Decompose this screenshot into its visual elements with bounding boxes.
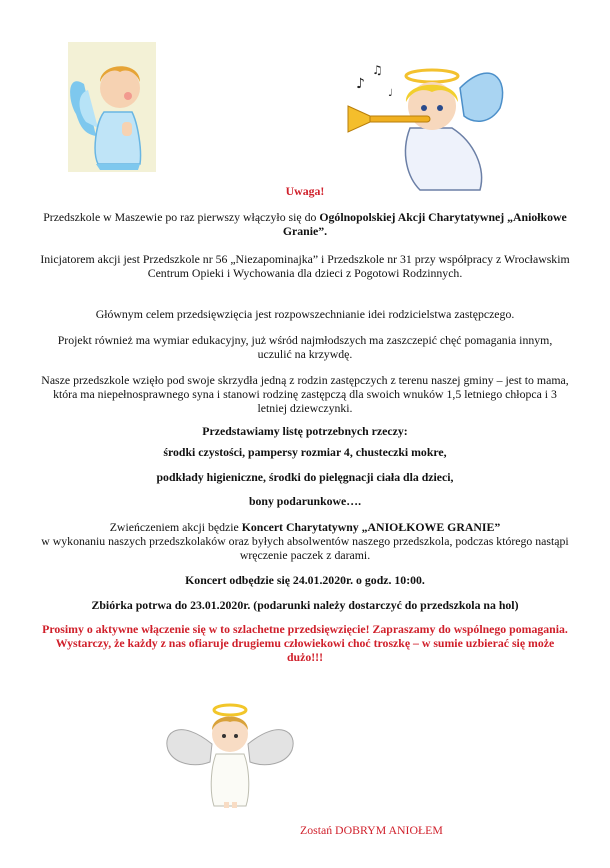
concert-date: Koncert odbędzie się 24.01.2020r. o godz. 10:00. bbox=[185, 573, 425, 587]
needs-list-item: środki czystości, pampersy rozmiar 4, chusteczki mokre, bbox=[163, 445, 447, 459]
svg-text:♪: ♪ bbox=[356, 76, 365, 92]
goal-paragraph: Głównym celem przedsięwzięcia jest rozpowszechnianie idei rodzicielstwa zastępczego. bbox=[95, 307, 515, 321]
svg-text:♩: ♩ bbox=[388, 88, 393, 99]
concert-paragraph bbox=[40, 520, 570, 562]
collection-deadline: Zbiórka potrwa do 23.01.2020r. (podarunki należy dostarczyć do przedszkola na hol) bbox=[91, 598, 519, 612]
halo-angel-illustration bbox=[160, 698, 300, 810]
family-paragraph: Nasze przedszkole wzięło pod swoje skrzydła jedną z rodzin zastępczych z terenu naszej gminy – jest to mama, która ma niepełnosprawnego syna i stanowi rodzinę zastępczą dla swoich wnuków 1,5 letniego chłopca i 3 letniej dziewczynki. bbox=[41, 373, 569, 415]
warning-heading: Uwaga! bbox=[285, 184, 325, 198]
needs-list-heading: Przedstawiamy listę potrzebnych rzeczy: bbox=[202, 424, 408, 438]
call-to-action: Prosimy o aktywne włączenie się w to szlachetne przedsięwzięcie! Zapraszamy do wspólnego pomagania. Wystarczy, że każdy z nas ofiaruje drugiemu człowiekowi choć troszkę – w sumie uzbierać się może dużo!!! bbox=[42, 622, 568, 664]
concert-name: Koncert Charytatywny „ANIOŁKOWE GRANIE” bbox=[241, 520, 501, 534]
concert-intro: Zwieńczeniem akcji będzie bbox=[109, 520, 239, 534]
concert-details: w wykonaniu naszych przedszkolaków oraz byłych absolwentów naszego przedszkola, podczas którego nastąpi wręczenie paczek z darami. bbox=[41, 534, 569, 562]
education-paragraph: Projekt również ma wymiar edukacyjny, już wśród najmłodszych ma zaszczepić chęć pomagania innym, uczulić na krzywdę. bbox=[57, 333, 553, 361]
needs-list-item: bony podarunkowe…. bbox=[248, 494, 362, 508]
intro-paragraph bbox=[40, 210, 570, 238]
intro-text: Przedszkole w Maszewie po raz pierwszy włączyło się do bbox=[43, 210, 317, 224]
svg-text:♫: ♫ bbox=[372, 63, 383, 77]
needs-list-item: podkłady higieniczne, środki do pielęgnacji ciała dla dzieci, bbox=[156, 470, 454, 484]
footer-slogan: Zostań DOBRYM ANIOŁEM bbox=[300, 823, 443, 837]
trumpet-angel-illustration bbox=[340, 58, 530, 196]
praying-angel-illustration bbox=[66, 42, 158, 174]
campaign-name: Ogólnopolskiej Akcji Charytatywnej „Aniołkowe Granie”. bbox=[282, 210, 567, 238]
initiator-paragraph: Inicjatorem akcji jest Przedszkole nr 56 „Niezapominajka” i Przedszkole nr 31 przy współpracy z Wrocławskim Centrum Opieki i Wychowania dla dzieci z Pogotowi Rodzinnych. bbox=[40, 252, 570, 280]
